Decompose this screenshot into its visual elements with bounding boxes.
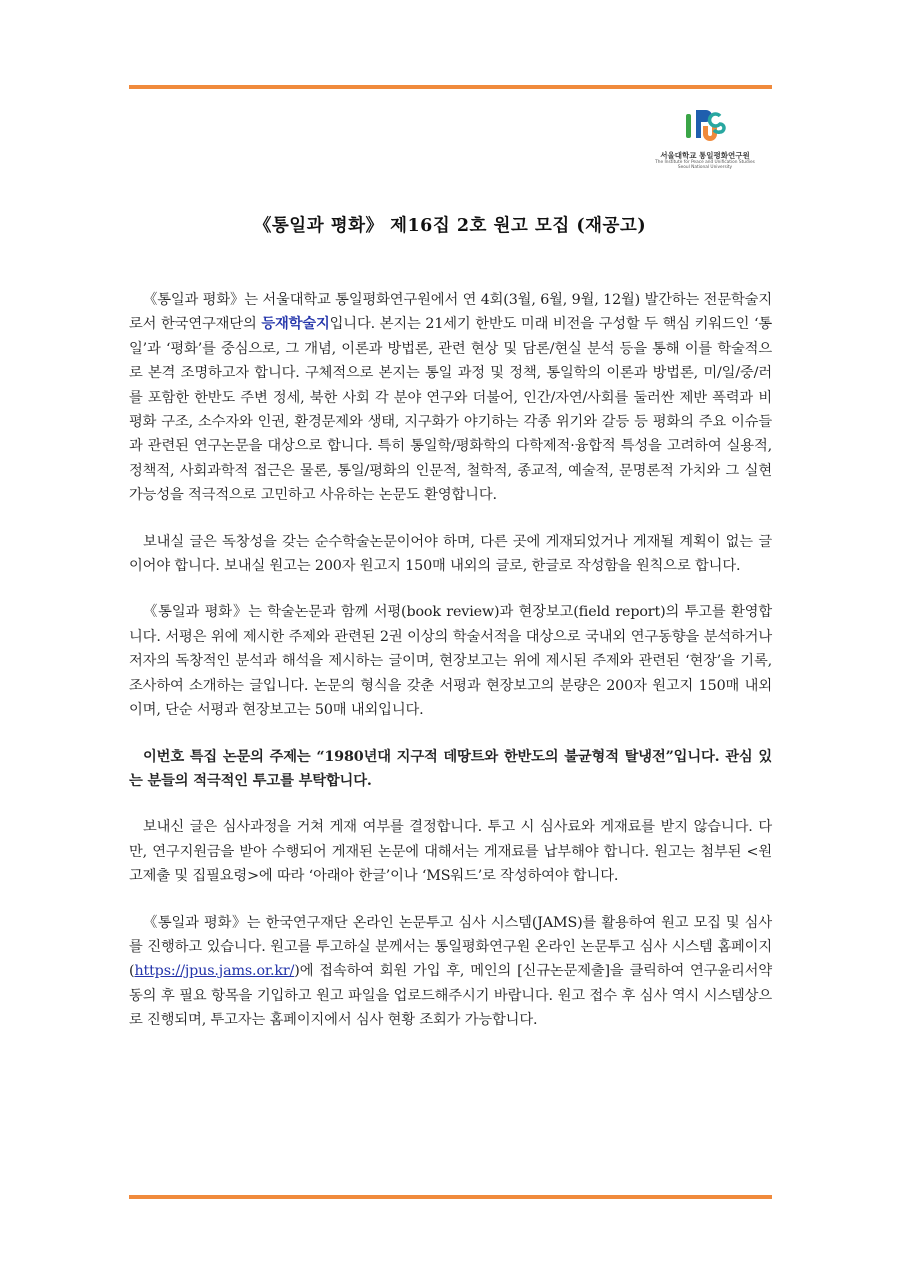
logo-name-en: The Institute for Peace and Unification Studies Seoul National University	[655, 160, 755, 170]
top-rule	[129, 85, 772, 89]
page-title: 《통일과 평화》 제16집 2호 원고 모집 (재공고)	[253, 216, 647, 236]
body-text	[129, 288, 772, 1055]
paragraph-intro: 《통일과 평화》는 서울대학교 통일평화연구원에서 연 4회(3월, 6월, 9월, 12월) 발간하는 전문학술지로서 한국연구재단의 등재학술지입니다. 본지는 21세기 한반도 미래 비전을 구성할 두 핵심 키워드인 ‘통일’과 ‘평화’를 중심으로, 그 개념, 이론과 방법론, 관련 현상 및 담론/현실 분석 등을 통해 이를 학술적으로 본격 조명하고자 합니다. 구체적으로 본지는 통일 과정 및 정책, 통일학의 이론과 방법론, 미/일/중/러를 포함한 한반도 주변 정세, 북한 사회 각 분야 연구와 더불어, 인간/자연/사회를 둘러싼 제반 폭력과 비평화 구조, 소수자와 인권, 환경문제와 생태, 지구화가 야기하는 각종 위기와 갈등 등 평화의 주요 이슈들과 관련된 연구논문을 대상으로 합니다. 특히 통일학/평화학의 다학제적·융합적 특성을 고려하여 실용적, 정책적, 사회과학적 접근은 물론, 통일/평화의 인문적, 철학적, 종교적, 예술적, 문명론적 가치와 그 실현 가능성을 적극적으로 고민하고 사유하는 논문도 환영합니다.	[129, 292, 772, 504]
bottom-rule	[129, 1195, 772, 1199]
paragraph-submission: 《통일과 평화》는 한국연구재단 온라인 논문투고 심사 시스템(JAMS)를 활용하여 원고 모집 및 심사를 진행하고 있습니다. 원고를 투고하실 분께서는 통일평화연구원 온라인 논문투고 심사 시스템 홈페이지(https://jpus.jams.or.kr/)에 접속하여 회원 가입 후, 메인의 [신규논문제출]을 클릭하여 연구윤리서약 동의 후 필요 항목을 기입하고 원고 파일을 업로드해주시기 바랍니다. 원고 접수 후 심사 역시 시스템상으로 진행되며, 투고자는 홈페이지에서 심사 현황 조회가 가능합니다.	[129, 914, 772, 1029]
logo-icon	[682, 106, 728, 148]
institute-logo	[650, 106, 760, 176]
paragraph-requirements: 보내실 글은 독창성을 갖는 순수학술논문이어야 하며, 다른 곳에 게재되었거나 게재될 계획이 없는 글이어야 합니다. 보내실 원고는 200자 원고지 150매 내외의 글로, 한글로 작성함을 원칙으로 합니다.	[129, 533, 772, 575]
paragraph-review-process: 보내신 글은 심사과정을 거쳐 게재 여부를 결정합니다. 투고 시 심사료와 게재료를 받지 않습니다. 다만, 연구지원금을 받아 수행되어 게재된 논문에 대해서는 게재료를 납부해야 합니다. 원고는 첨부된 <원고제출 및 집필요령>에 따라 ‘아래아 한글’이나 ‘MS워드’로 작성하여야 합니다.	[129, 819, 772, 885]
paragraph-review-report: 《통일과 평화》는 학술논문과 함께 서평(book review)과 현장보고(field report)의 투고를 환영합니다. 서평은 위에 제시한 주제와 관련된 2권 이상의 학술서적을 대상으로 국내외 연구동향을 분석하거나 저자의 독창적인 분석과 해석을 제시하는 글이며, 현장보고는 위에 제시된 주제와 관련된 ‘현장’을 기록, 조사하여 소개하는 글입니다. 논문의 형식을 갖춘 서평과 현장보고의 분량은 200자 원고지 150매 내외이며, 단순 서평과 현장보고는 50매 내외입니다.	[129, 604, 772, 719]
jams-link[interactable]: https://jpus.jams.or.kr/	[134, 963, 295, 980]
logo-name-ko: 서울대학교 통일평화연구원	[660, 151, 750, 160]
paragraph-special-topic: 이번호 특집 논문의 주제는 “1980년대 지구적 데땅트와 한반도의 불균형적 탈냉전”입니다. 관심 있는 분들의 적극적인 투고를 부탁합니다.	[129, 748, 772, 789]
highlight-registered-journal: 등재학술지	[261, 316, 330, 333]
